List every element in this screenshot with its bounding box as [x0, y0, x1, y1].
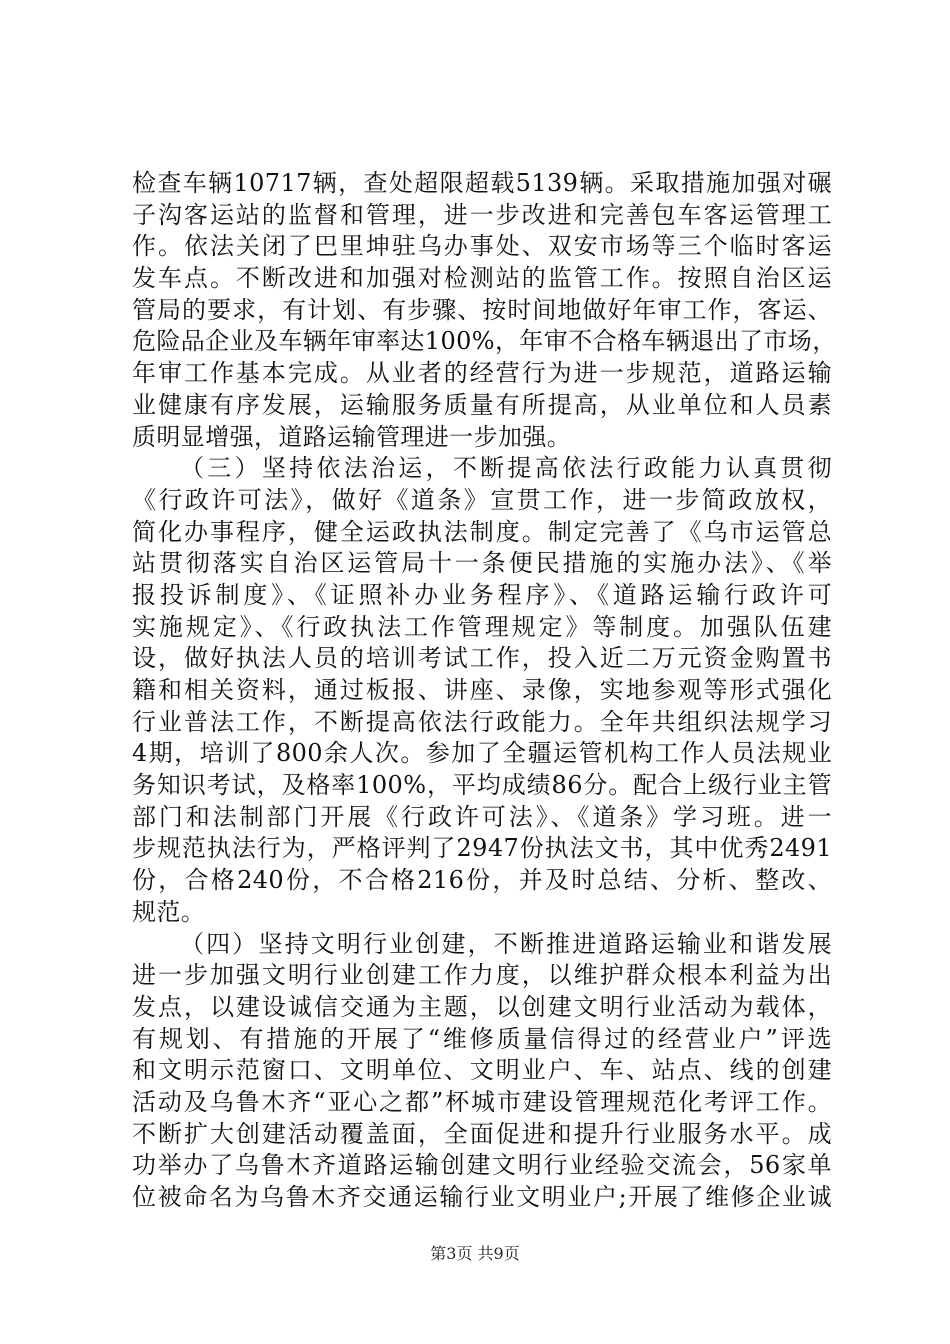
text-line: 不断扩大创建活动覆盖面，全面促进和提升行业服务水平。成 — [132, 1119, 832, 1148]
text-line: 部门和法制部门开展《行政许可法》、《道条》学习班。进一 — [132, 802, 832, 831]
text-line: 进一步加强文明行业创建工作力度，以维护群众根本利益为出 — [132, 961, 832, 990]
text-line: 危险品企业及车辆年审率达100%，年审不合格车辆退出了市场， — [132, 327, 837, 356]
text-line: 年审工作基本完成。从业者的经营行为进一步规范，道路运输 — [132, 359, 832, 388]
text-line: 4期，培训了800余人次。参加了全疆运管机构工作人员法规业 — [132, 739, 832, 768]
text-line: 子沟客运站的监督和管理，进一步改进和完善包车客运管理工 — [132, 200, 832, 229]
text-line: 发点，以建设诚信交通为主题，以创建文明行业活动为载体， — [132, 992, 832, 1021]
text-line: 质明显增强，道路运输管理进一步加强。 — [132, 422, 572, 451]
text-line: 《行政许可法》，做好《道条》宣贯工作，进一步简政放权， — [132, 485, 832, 514]
text-line: 位被命名为乌鲁木齐交通运输行业文明业户;开展了维修企业诚 — [132, 1183, 832, 1211]
page-footer: 第3页 共9页 — [430, 1244, 520, 1263]
section-heading: （三）坚持依法治运，不断提高依法行政能力认真贯彻 — [180, 454, 832, 483]
text-line: 站贯彻落实自治区运管局十一条便民措施的实施办法》、《举 — [132, 549, 832, 578]
text-line: 步规范执法行为，严格评判了2947份执法文书，其中优秀2491 — [132, 834, 832, 863]
text-line: 份，合格240份，不合格216份，并及时总结、分析、整改、 — [132, 866, 832, 895]
text-line: 活动及乌鲁木齐“亚心之都”杯城市建设管理规范化考评工作。 — [132, 1087, 832, 1116]
body-text — [132, 168, 837, 1214]
text-line: 规范。 — [132, 897, 206, 926]
section-heading: （四）坚持文明行业创建，不断推进道路运输业和谐发展 — [180, 929, 832, 958]
text-line: 务知识考试，及格率100%，平均成绩86分。配合上级行业主管 — [132, 771, 832, 800]
text-line: 有规划、有措施的开展了“维修质量信得过的经营业户”评选 — [132, 1024, 832, 1053]
text-line: 检查车辆10717辆，查处超限超载5139辆。采取措施加强对碾 — [132, 169, 832, 197]
text-line: 报投诉制度》、《证照补办业务程序》、《道路运输行政许可 — [132, 580, 832, 609]
text-line: 发车点。不断改进和加强对检测站的监管工作。按照自治区运 — [132, 264, 832, 293]
text-line: 籍和相关资料，通过板报、讲座、录像，实地参观等形式强化 — [132, 676, 832, 704]
text-line: 行业普法工作，不断提高依法行政能力。全年共组织法规学习 — [132, 707, 832, 736]
text-line: 实施规定》、《行政执法工作管理规定》等制度。加强队伍建 — [132, 612, 832, 641]
text-line: 作。依法关闭了巴里坤驻乌办事处、双安市场等三个临时客运 — [132, 232, 832, 261]
text-line: 业健康有序发展，运输服务质量有所提高，从业单位和人员素 — [132, 390, 832, 419]
text-line: 和文明示范窗口、文明单位、文明业户、车、站点、线的创建 — [132, 1056, 832, 1085]
text-line: 设，做好执法人员的培训考试工作，投入近二万元资金购置书 — [132, 644, 832, 673]
text-line: 简化办事程序，健全运政执法制度。制定完善了《乌市运管总 — [132, 517, 832, 546]
text-line: 功举办了乌鲁木齐道路运输创建文明行业经验交流会，56家单 — [132, 1151, 832, 1180]
text-line: 管局的要求，有计划、有步骤、按时间地做好年审工作，客运、 — [132, 295, 832, 324]
